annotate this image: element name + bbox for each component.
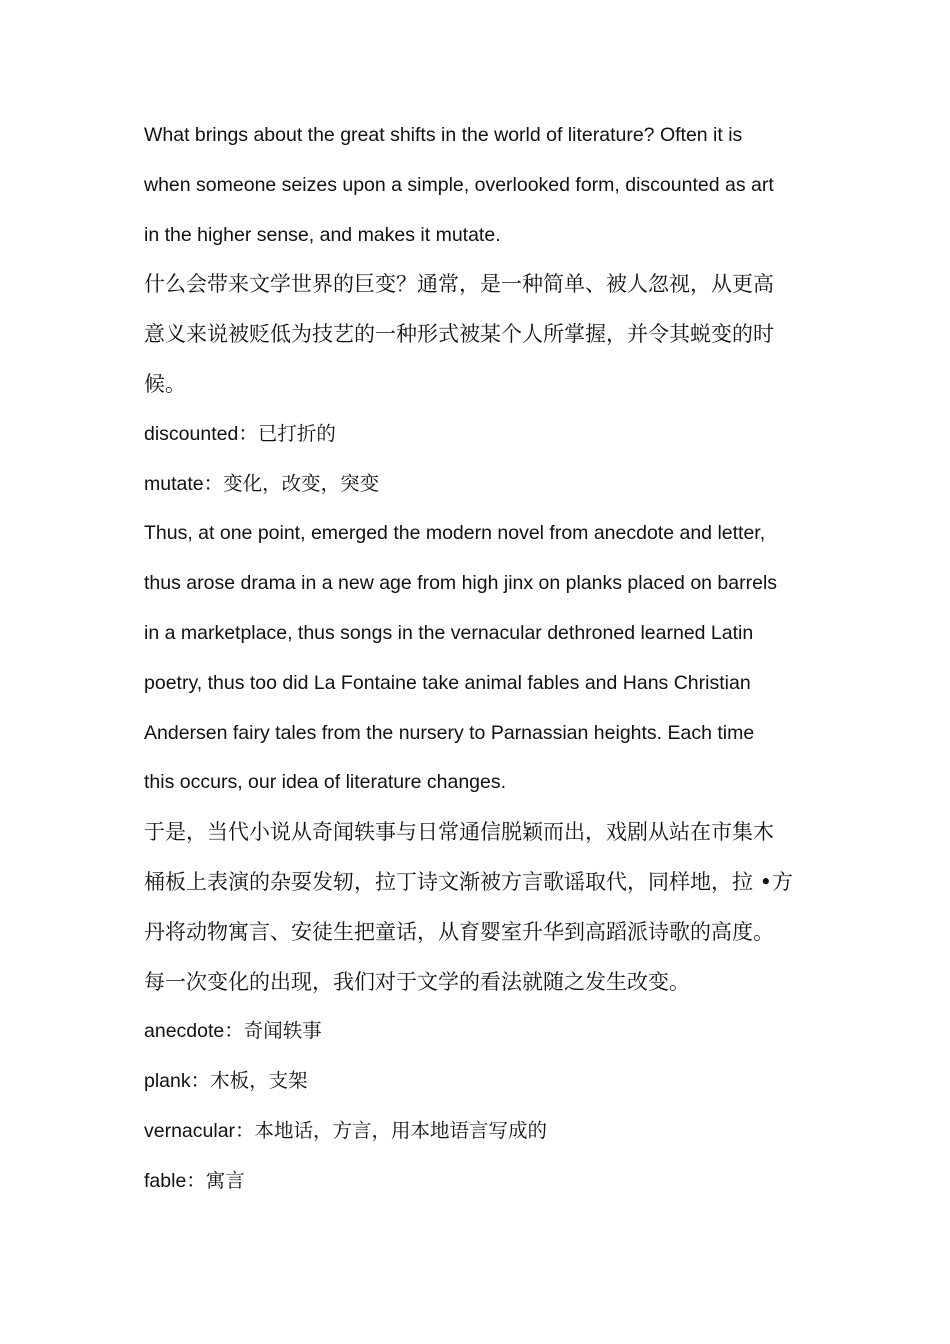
vocab-entry: plank：木板，支架 [144,1070,308,1093]
vocab-entry: anecdote：奇闻轶事 [144,1020,322,1043]
text-line: Thus, at one point, emerged the modern novel from anecdote and letter, [144,522,766,545]
document-body [144,111,808,1207]
paragraph-english-1 [144,111,808,260]
vocab-entry: mutate：变化，改变，突变 [144,472,380,495]
text-line: 桶板上表演的杂耍发轫，拉丁诗文渐被方言歌谣取代，同样地，拉 •方 [144,869,794,894]
vocab-entry: discounted：已打折的 [144,422,336,445]
text-line: when someone seizes upon a simple, overlooked form, discounted as art [144,173,774,196]
text-line: in the higher sense, and makes it mutate. [144,223,501,246]
vocabulary-list-2 [144,1007,808,1206]
vocabulary-list-1 [144,410,808,510]
text-line: 每一次变化的出现，我们对于文学的看法就随之发生改变。 [144,969,690,994]
paragraph-english-2 [144,509,808,808]
text-line: 意义来说被贬低为技艺的一种形式被某个人所掌握，并令其蜕变的时 [144,322,774,347]
text-line: What brings about the great shifts in the world of literature? Often it is [144,124,743,146]
text-line: 候。 [144,371,186,396]
text-line: Andersen fairy tales from the nursery to Parnassian heights. Each time [144,721,755,744]
text-line: thus arose drama in a new age from high jinx on planks placed on barrels [144,572,778,595]
paragraph-chinese-2 [144,808,808,1007]
text-line: in a marketplace, thus songs in the vernacular dethroned learned Latin [144,621,754,644]
text-line: poetry, thus too did La Fontaine take animal fables and Hans Christian [144,671,751,694]
text-line: 什么会带来文学世界的巨变？通常，是一种简单、被人忽视，从更高 [144,272,774,297]
paragraph-chinese-1 [144,260,808,409]
text-line: 丹将动物寓言、安徒生把童话，从育婴室升华到高蹈派诗歌的高度。 [144,919,774,944]
text-line: this occurs, our idea of literature changes. [144,771,507,794]
vocab-entry: fable：寓言 [144,1169,245,1192]
vocab-entry: vernacular：本地话，方言，用本地语言写成的 [144,1119,548,1142]
text-line: 于是，当代小说从奇闻轶事与日常通信脱颖而出，戏剧从站在市集木 [144,820,774,845]
